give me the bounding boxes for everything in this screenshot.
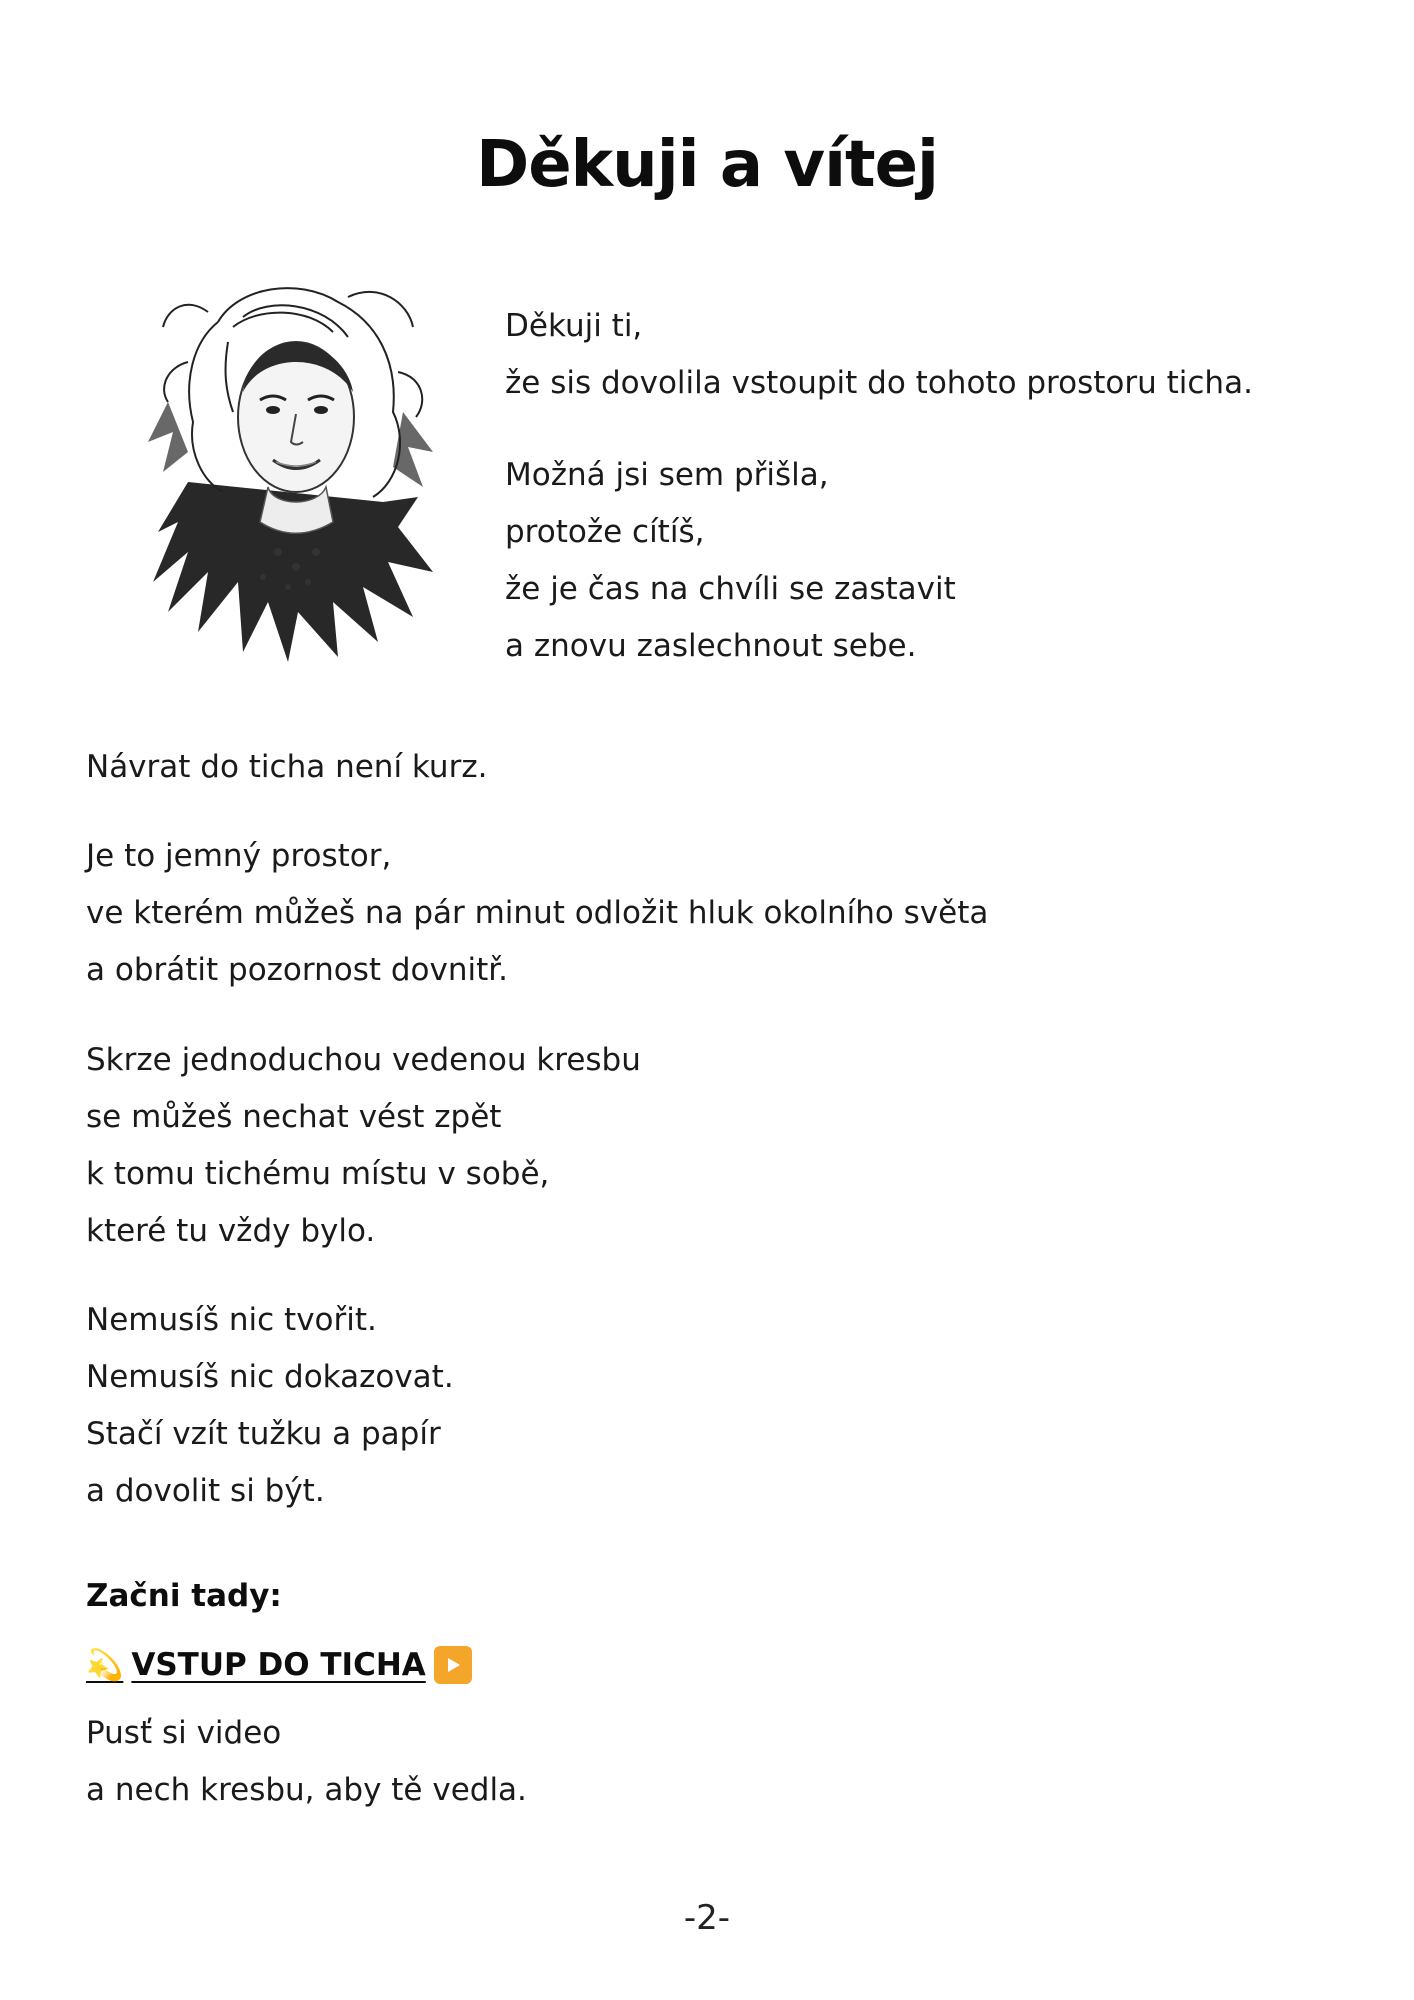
text-line: Nemusíš nic dokazovat. [86, 1359, 454, 1395]
intro-paragraph [505, 298, 1253, 412]
page-title: Děkuji a vítej [476, 128, 938, 202]
text-line: se můžeš nechat vést zpět [86, 1099, 502, 1135]
page-number: -2- [683, 1898, 731, 1938]
text-line: Stačí vzít tužku a papír [86, 1416, 441, 1452]
text-line: a obrátit pozornost dovnitř. [86, 952, 509, 988]
video-instructions [86, 1705, 527, 1819]
intro-paragraph-2 [505, 447, 956, 675]
text-line: a dovolit si být. [86, 1473, 325, 1509]
text-line: k tomu tichému místu v sobě, [86, 1156, 550, 1192]
text-line: Pusť si video [86, 1715, 282, 1751]
text-line: a znovu zaslechnout sebe. [505, 628, 917, 664]
paragraph-2 [86, 828, 988, 999]
text-line: že je čas na chvíli se zastavit [505, 571, 956, 607]
text-line: Nemusíš nic tvořit. [86, 1302, 377, 1338]
text-line: protože cítíš, [505, 514, 705, 550]
text-line: Děkuji ti, [505, 308, 643, 344]
text-line: Skrze jednoduchou vedenou kresbu [86, 1042, 641, 1078]
paragraph-4 [86, 1292, 454, 1520]
play-button-icon [434, 1646, 472, 1684]
dizzy-star-icon: 💫 [86, 1647, 124, 1683]
video-link-label: VSTUP DO TICHA [131, 1647, 426, 1683]
text-line: které tu vždy bylo. [86, 1213, 376, 1249]
paragraph-3 [86, 1032, 641, 1260]
text-line: Návrat do ticha není kurz. [86, 749, 488, 785]
text-line: že sis dovolila vstoupit do tohoto prostoru ticha. [505, 365, 1253, 401]
text-line: Možná jsi sem přišla, [505, 457, 829, 493]
start-here-label: Začni tady: [86, 1578, 282, 1614]
text-line: a nech kresbu, aby tě vedla. [86, 1772, 527, 1808]
paragraph-1 [86, 739, 487, 796]
text-line: ve kterém můžeš na pár minut odložit hluk okolního světa [86, 895, 989, 931]
video-link-vstup-do-ticha[interactable] [86, 1646, 472, 1684]
text-line: Je to jemný prostor, [86, 838, 392, 874]
woman-portrait-sketch [148, 282, 438, 672]
